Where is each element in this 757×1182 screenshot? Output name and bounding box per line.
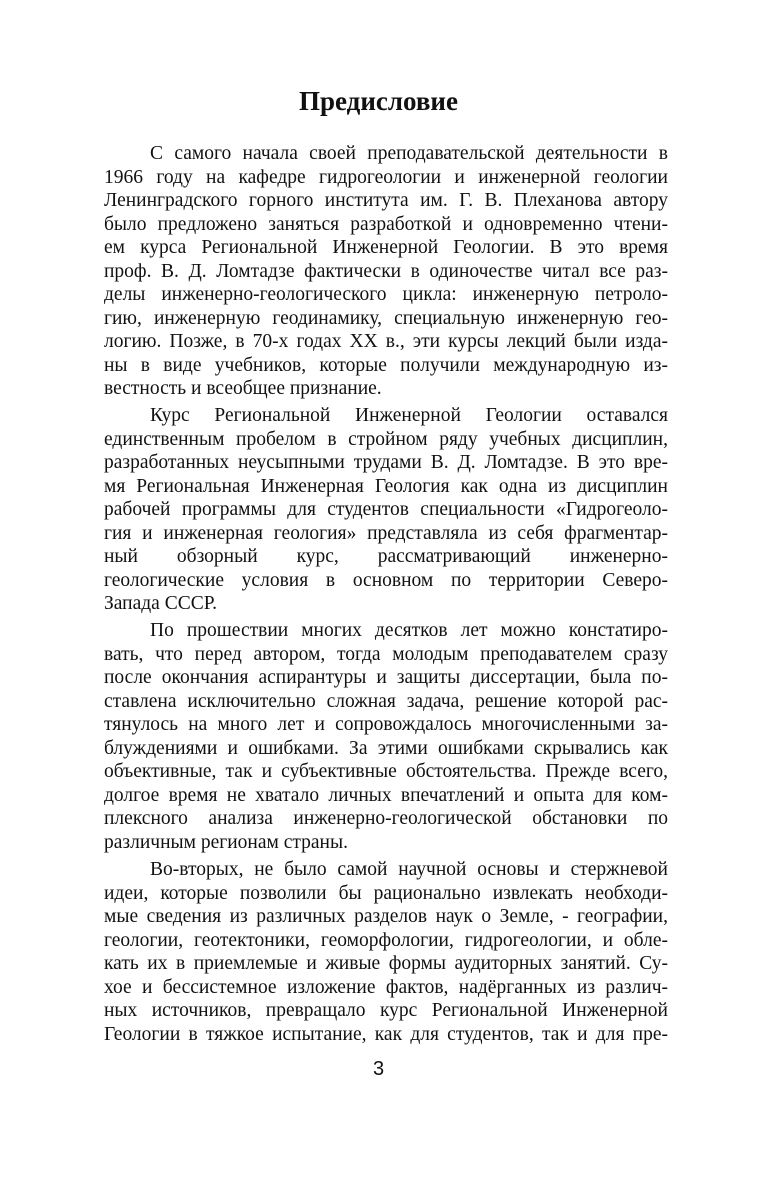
paragraph: [104, 142, 668, 401]
text-line: Ленинградского горного института им. Г. В. Плеханова автору: [104, 190, 668, 211]
text-line: единственным пробелом в стройном ряду учебных дисциплин,: [104, 428, 668, 450]
text-line: ных источников, превращало курс Региональной Инженерной: [104, 1000, 668, 1021]
text-line: ставлена исключительно сложная задача, решение которой рас-: [104, 690, 668, 712]
text-line: различным регионам страны.: [104, 831, 348, 853]
text-line: ны в виде учебников, которые получили международную из-: [104, 354, 668, 376]
text-line: ем курса Региональной Инженерной Геологии. В это время: [104, 237, 668, 258]
page-number: 3: [372, 1058, 385, 1080]
text-line: мые сведения из различных разделов наук о Земле, - географии,: [104, 906, 668, 927]
text-line: гию, инженерную геодинамику, специальную инженерную гео-: [104, 307, 668, 329]
paragraph: [104, 858, 668, 1046]
text-line: ный обзорный курс, рассматривающий инженерно-: [104, 546, 668, 567]
text-line: тянулось на много лет и сопровождалось многочисленными за-: [104, 714, 668, 735]
text-line: долгое время не хватало личных впечатлений и опыта для ком-: [104, 784, 668, 806]
text-line: хое и бессистемное изложение фактов, надёрганных из различ-: [104, 976, 668, 998]
text-line: рабочей программы для студентов специальности «Гидрогеоло-: [104, 499, 668, 520]
text-line: вестность и всеобщее признание.: [104, 378, 382, 399]
paragraph: [104, 619, 668, 854]
text-line: геологические условия в основном по территории Северо-: [104, 569, 668, 591]
text-line: Геологии в тяжкое испытание, как для студентов, так и для пре-: [104, 1023, 668, 1045]
text-line: плексного анализа инженерно-геологической обстановки по: [104, 808, 668, 829]
text-line: разработанных неусыпными трудами В. Д. Ломтадзе. В это вре-: [104, 452, 668, 473]
text-line: С самого начала своей преподавательской деятельности в: [150, 143, 668, 164]
text-line: гия и инженерная геология» представляла из себя фрагментар-: [104, 522, 668, 544]
text-line: 1966 году на кафедре гидрогеологии и инженерной геологии: [104, 166, 668, 188]
text-line: делы инженерно-геологического цикла: инженерную петроло-: [104, 284, 668, 305]
text-line: идеи, которые позволили бы рационально извлекать необходи-: [104, 882, 668, 904]
text-line: вать, что перед автором, тогда молодым преподавателем сразу: [104, 643, 668, 665]
text-line: мя Региональная Инженерная Геология как одна из дисциплин: [104, 475, 668, 497]
text-line: Курс Региональной Инженерной Геологии оставался: [150, 405, 668, 426]
text-line: Запада СССР.: [104, 593, 218, 614]
text-line: Во-вторых, не было самой научной основы и стержневой: [150, 859, 668, 880]
text-line: кать их в приемлемые и живые формы аудиторных занятий. Су-: [104, 953, 668, 974]
text-line: проф. В. Д. Ломтадзе фактически в одиночестве читал все раз-: [104, 260, 668, 282]
text-line: блуждениями и ошибками. За этими ошибками скрывались как: [104, 737, 668, 759]
text-line: объективные, так и субъективные обстоятельства. Прежде всего,: [104, 761, 668, 782]
paragraph: [104, 404, 668, 616]
text-line: после окончания аспирантуры и защиты диссертации, была по-: [104, 667, 668, 688]
text-line: было предложено заняться разработкой и одновременно чтени-: [104, 213, 668, 235]
text-line: логию. Позже, в 70-х годах XX в., эти курсы лекций были изда-: [104, 331, 668, 352]
text-line: геологии, геотектоники, геоморфологии, гидрогеологии, и обле-: [104, 929, 668, 951]
page-title: Предисловие: [299, 86, 458, 116]
text-line: По прошествии многих десятков лет можно констатиро-: [150, 620, 668, 641]
